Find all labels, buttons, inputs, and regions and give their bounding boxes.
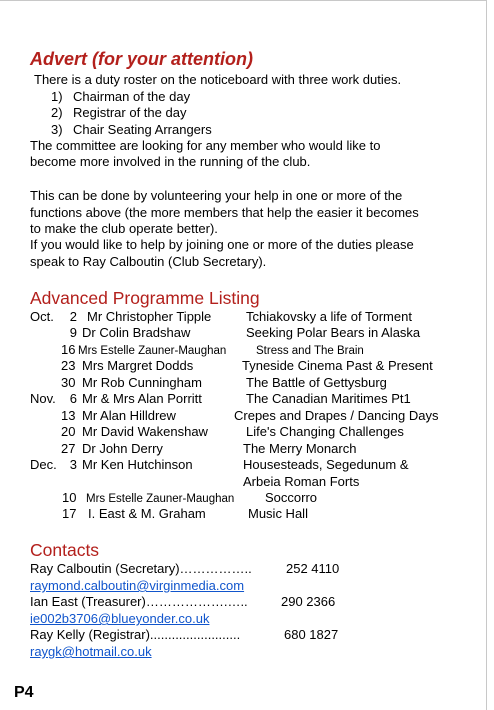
page-border-top xyxy=(0,0,486,5)
contacts-heading: Contacts xyxy=(30,540,100,560)
programme-topic: Crepes and Drapes / Dancing Days xyxy=(234,408,439,423)
advert-paragraph-line: This can be done by volunteering your help in one or more of the xyxy=(30,188,403,203)
programme-speaker: Mrs Margret Dodds xyxy=(82,358,194,373)
programme-speaker: Mrs Estelle Zauner-Maughan xyxy=(78,345,227,357)
duty-number: 2) xyxy=(51,105,63,120)
programme-row xyxy=(30,457,409,474)
programme-speaker: Mr & Mrs Alan Porritt xyxy=(82,391,202,406)
advert-heading: Advert (for your attention) xyxy=(30,49,253,69)
programme-day: 6 xyxy=(69,391,77,406)
duty-item-1 xyxy=(51,89,191,106)
contact-phone: 252 4110 xyxy=(286,561,340,576)
programme-topic: The Merry Monarch xyxy=(243,441,357,456)
programme-topic: Stress and The Brain xyxy=(256,345,364,357)
contact-label: Ray Calboutin (Secretary)…………….. xyxy=(30,561,252,576)
programme-month: Dec. xyxy=(30,457,57,472)
contact-row xyxy=(30,627,339,644)
programme-speaker: I. East & M. Graham xyxy=(88,506,206,521)
advert-paragraph-line: become more involved in the running of the club. xyxy=(30,154,311,169)
programme-day: 30 xyxy=(61,375,76,390)
programme-day: 23 xyxy=(61,358,76,373)
advert-paragraph-line: speak to Ray Calboutin (Club Secretary). xyxy=(30,254,267,269)
duty-number: 3) xyxy=(51,122,63,137)
programme-day: 2 xyxy=(69,309,77,324)
programme-speaker: Mr Rob Cunningham xyxy=(82,375,202,390)
programme-row xyxy=(30,309,412,326)
contact-email-link[interactable]: ie002b3706@blueyonder.co.uk xyxy=(30,611,210,626)
programme-topic: Soccorro xyxy=(265,490,318,505)
programme-topic: Music Hall xyxy=(248,506,308,521)
programme-day: 27 xyxy=(61,441,76,456)
duty-item-3 xyxy=(51,122,212,139)
programme-row xyxy=(30,391,411,408)
programme-day: 20 xyxy=(61,424,76,439)
programme-speaker: Dr John Derry xyxy=(82,441,163,456)
programme-topic: Tchiakovsky a life of Torment xyxy=(246,309,412,324)
programme-topic: The Battle of Gettysburg xyxy=(246,375,387,390)
page-number: P4 xyxy=(14,684,34,701)
contact-row xyxy=(30,561,340,578)
advert-paragraph-line: to make the club operate better). xyxy=(30,221,218,236)
programme-topic: Seeking Polar Bears in Alaska xyxy=(246,325,421,340)
programme-topic: Tyneside Cinema Past & Present xyxy=(242,358,433,373)
advert-intro: There is a duty roster on the noticeboard with three work duties. xyxy=(34,72,402,87)
programme-topic: Arbeia Roman Forts xyxy=(243,474,360,489)
contact-phone: 680 1827 xyxy=(284,627,339,642)
programme-speaker: Mr Christopher Tipple xyxy=(87,309,212,324)
duty-number: 1) xyxy=(51,89,63,104)
programme-day: 3 xyxy=(69,457,77,472)
duty-label: Registrar of the day xyxy=(73,105,187,120)
contact-phone: 290 2366 xyxy=(281,594,336,609)
programme-topic: Life's Changing Challenges xyxy=(246,424,404,439)
programme-speaker: Mr Ken Hutchinson xyxy=(82,457,193,472)
contact-email-link[interactable]: raymond.calboutin@virginmedia.com xyxy=(30,578,245,593)
programme-day: 10 xyxy=(62,490,77,505)
advert-paragraph-line: functions above (the more members that help the easier it becomes xyxy=(30,205,419,220)
programme-topic: Housesteads, Segedunum & xyxy=(243,457,409,472)
programme-day: 9 xyxy=(69,325,77,340)
programme-speaker: Mr David Wakenshaw xyxy=(82,424,208,439)
programme-day: 17 xyxy=(62,506,77,521)
contact-email-link[interactable]: raygk@hotmail.co.uk xyxy=(30,644,152,659)
programme-month: Oct. xyxy=(30,309,54,324)
contact-row xyxy=(30,594,336,611)
programme-heading: Advanced Programme Listing xyxy=(30,288,260,308)
advert-paragraph-line: If you would like to help by joining one or more of the duties please xyxy=(30,237,414,252)
contact-label: Ian East (Treasurer)……………….….. xyxy=(30,594,248,609)
duty-label: Chairman of the day xyxy=(73,89,191,104)
contact-label: Ray Kelly (Registrar)......................... xyxy=(30,627,241,642)
programme-speaker: Mrs Estelle Zauner-Maughan xyxy=(86,493,235,505)
programme-speaker: Mr Alan Hilldrew xyxy=(82,408,176,423)
programme-day: 13 xyxy=(61,408,76,423)
advert-paragraph-line: The committee are looking for any member who would like to xyxy=(30,138,381,153)
programme-topic: The Canadian Maritimes Pt1 xyxy=(246,391,411,406)
duty-item-2 xyxy=(51,105,187,122)
page-border-right xyxy=(486,0,487,710)
programme-month: Nov. xyxy=(30,391,56,406)
programme-day: 16 xyxy=(61,342,76,357)
duty-label: Chair Seating Arrangers xyxy=(73,122,212,137)
programme-speaker: Dr Colin Bradshaw xyxy=(82,325,191,340)
